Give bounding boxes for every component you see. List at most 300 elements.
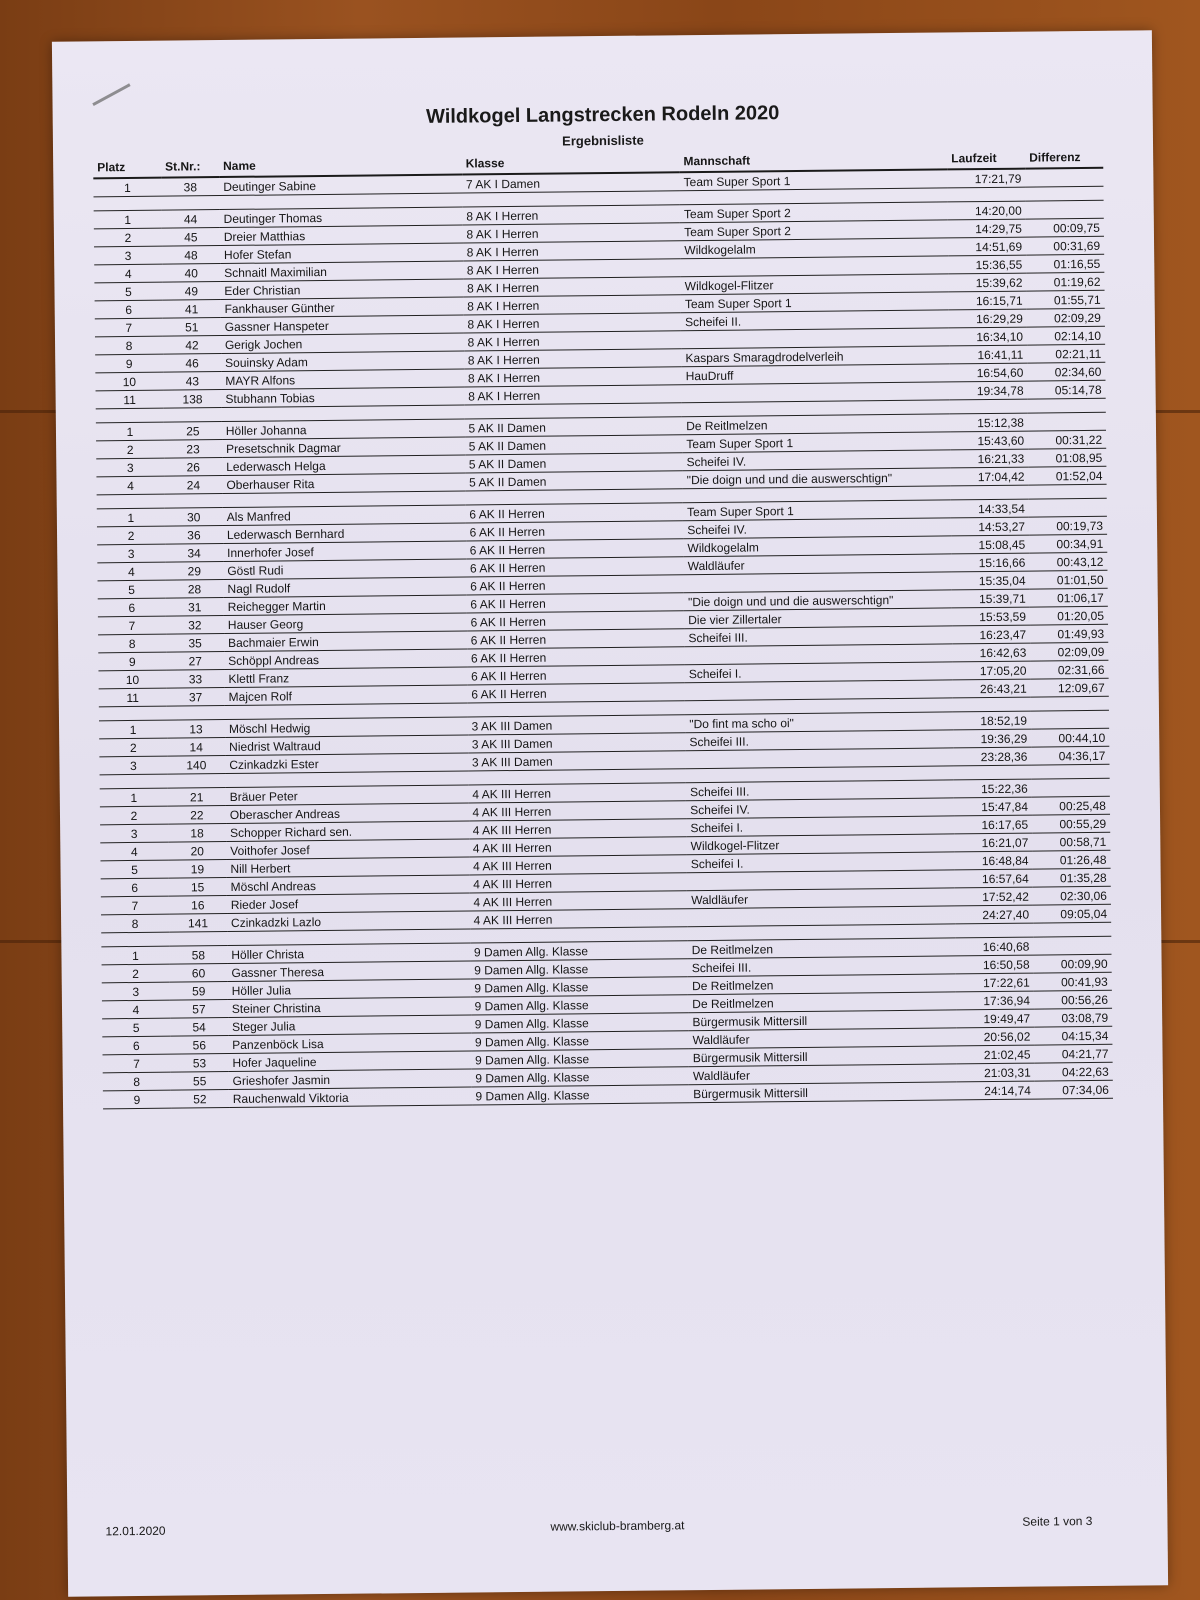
start-number-cell: 140 [167,756,225,775]
staple-mark [92,83,130,106]
start-number-cell: 38 [161,177,219,196]
class-cell: 9 Damen Allg. Klasse [470,977,688,997]
class-cell: 4 AK III Herren [469,855,687,875]
time-cell: 16:40,68 [955,937,1033,956]
time-cell: 14:53,27 [951,517,1029,536]
difference-cell: 01:01,50 [1030,570,1108,589]
class-cell: 8 AK I Herren [464,385,682,405]
class-cell: 6 AK II Herren [465,521,683,541]
difference-cell [1029,498,1107,517]
place-cell: 4 [100,842,168,861]
name-cell: Reichegger Martin [224,595,467,616]
time-cell: 15:12,38 [950,413,1028,432]
team-cell: "Die doign und und die auswerschtign" [684,590,952,611]
class-cell: 4 AK III Herren [469,891,687,911]
start-number-cell: 20 [168,842,226,861]
name-cell: Grieshofer Jasmin [229,1069,472,1090]
place-cell: 3 [99,756,167,775]
document-subtitle: Ergebnisliste [562,132,644,149]
team-cell: Scheifei IV. [683,518,951,539]
name-cell: Möschl Hedwig [225,717,468,738]
start-number-cell: 26 [164,458,222,477]
place-cell: 7 [101,896,169,915]
class-cell: 8 AK I Herren [463,331,681,351]
header-time: Laufzeit [947,148,1025,170]
name-cell: Höller Julia [228,979,471,1000]
difference-cell: 00:41,93 [1034,972,1112,991]
start-number-cell: 42 [163,336,221,355]
name-cell: Bräuer Peter [226,785,469,806]
start-number-cell: 49 [162,282,220,301]
place-cell: 3 [96,458,164,477]
class-cell: 3 AK III Damen [468,751,686,771]
time-cell: 20:56,02 [956,1027,1034,1046]
time-cell: 17:22,61 [956,973,1034,992]
place-cell: 4 [97,562,165,581]
name-cell: Bachmaier Erwin [224,631,467,652]
name-cell: Rieder Josef [227,893,470,914]
difference-cell: 05:14,78 [1028,380,1106,399]
place-cell: 1 [97,508,165,527]
class-cell: 8 AK I Herren [464,367,682,387]
class-cell: 9 Damen Allg. Klasse [470,941,688,961]
place-cell: 1 [101,946,169,965]
place-cell: 7 [102,1054,170,1073]
name-cell: Innerhofer Josef [223,541,466,562]
place-cell: 8 [101,914,169,933]
name-cell: Czinkadzki Lazlo [227,911,470,932]
class-cell: 6 AK II Herren [466,575,684,595]
time-cell: 16:41,11 [949,345,1027,364]
time-cell: 24:14,74 [957,1081,1035,1100]
class-cell: 9 Damen Allg. Klasse [471,1049,689,1069]
team-cell: Waldläufer [684,554,952,575]
place-cell: 5 [102,1018,170,1037]
time-cell: 16:50,58 [956,955,1034,974]
class-cell: 5 AK II Damen [464,417,682,437]
start-number-cell: 59 [170,982,228,1001]
name-cell: Schnaitl Maximilian [220,261,463,282]
name-cell: Majcen Rolf [225,685,468,706]
place-cell: 3 [102,982,170,1001]
class-cell: 9 Damen Allg. Klasse [471,1013,689,1033]
place-cell: 8 [95,336,163,355]
team-cell: "Die doign und und die auswerschtign" [683,468,951,489]
start-number-cell: 25 [164,422,222,441]
place-cell: 6 [98,598,166,617]
team-cell: Scheifei IV. [686,798,954,819]
difference-cell: 01:08,95 [1028,448,1106,467]
class-cell: 6 AK II Herren [467,683,685,703]
team-cell: Team Super Sport 1 [680,169,948,190]
difference-cell [1026,200,1104,219]
time-cell: 14:51,69 [948,237,1026,256]
difference-cell: 02:09,29 [1027,308,1105,327]
team-cell: Die vier Zillertaler [684,608,952,629]
place-cell: 2 [99,738,167,757]
difference-cell [1028,412,1106,431]
difference-cell: 01:19,62 [1026,272,1104,291]
place-cell: 11 [99,688,167,707]
time-cell: 17:05,20 [953,661,1031,680]
place-cell: 9 [98,652,166,671]
class-cell: 6 AK II Herren [466,539,684,559]
time-cell: 19:36,29 [953,729,1031,748]
name-cell: Rauchenwald Viktoria [229,1087,472,1108]
start-number-cell: 23 [164,440,222,459]
team-cell: Wildkogelalm [683,536,951,557]
difference-cell: 01:49,93 [1030,624,1108,643]
team-cell: Scheifei III. [684,626,952,647]
name-cell: Hauser Georg [224,613,467,634]
difference-cell: 02:21,11 [1027,344,1105,363]
time-cell: 17:52,42 [955,887,1033,906]
class-cell: 8 AK I Herren [462,205,680,225]
start-number-cell: 54 [170,1018,228,1037]
name-cell: Czinkadzki Ester [225,753,468,774]
place-cell: 7 [98,616,166,635]
time-cell: 16:57,64 [955,869,1033,888]
start-number-cell: 15 [169,878,227,897]
name-cell: Oberascher Andreas [226,803,469,824]
time-cell: 16:34,10 [949,327,1027,346]
difference-cell: 00:09,90 [1034,954,1112,973]
team-cell: Wildkogel-Flitzer [681,274,949,295]
class-cell: 6 AK II Herren [466,611,684,631]
difference-cell: 03:08,79 [1034,1008,1112,1027]
start-number-cell: 16 [169,896,227,915]
time-cell: 14:20,00 [948,201,1026,220]
time-cell: 15:16,66 [951,553,1029,572]
team-cell: Scheifei I. [686,816,954,837]
name-cell: Souinsky Adam [221,351,464,372]
start-number-cell: 46 [163,354,221,373]
time-cell: 16:17,65 [954,815,1032,834]
team-cell: Waldläufer [687,888,955,909]
place-cell: 3 [97,544,165,563]
name-cell: MAYR Alfons [221,369,464,390]
place-cell: 2 [96,440,164,459]
start-number-cell: 36 [165,526,223,545]
time-cell: 19:34,78 [950,381,1028,400]
start-number-cell: 138 [163,390,221,409]
team-cell: De Reitlmelzen [682,414,950,435]
time-cell: 16:54,60 [949,363,1027,382]
name-cell: Nagl Rudolf [223,577,466,598]
place-cell: 6 [101,878,169,897]
difference-cell: 02:31,66 [1030,660,1108,679]
start-number-cell: 48 [162,246,220,265]
team-cell: Team Super Sport 1 [681,292,949,313]
difference-cell: 12:09,67 [1031,678,1109,697]
time-cell: 16:21,07 [954,833,1032,852]
start-number-cell: 30 [165,508,223,527]
name-cell: Dreier Matthias [220,225,463,246]
name-cell: Deutinger Thomas [220,207,463,228]
document-title: Wildkogel Langstrecken Rodeln 2020 [425,102,780,128]
team-cell: Scheifei III. [686,780,954,801]
place-cell: 1 [99,720,167,739]
team-cell: HauDruff [682,364,950,385]
place-cell: 6 [95,300,163,319]
start-number-cell: 27 [166,652,224,671]
place-cell: 6 [102,1036,170,1055]
place-cell: 7 [95,318,163,337]
difference-cell [1032,778,1110,797]
class-cell: 5 AK II Damen [465,435,683,455]
name-cell: Steger Julia [228,1015,471,1036]
place-cell: 9 [95,354,163,373]
header-start-number: St.Nr.: [161,156,219,178]
difference-cell: 01:55,71 [1027,290,1105,309]
difference-cell: 04:21,77 [1034,1044,1112,1063]
difference-cell: 00:58,71 [1032,832,1110,851]
header-place: Platz [93,157,161,179]
time-cell: 15:36,55 [948,255,1026,274]
place-cell: 2 [100,806,168,825]
start-number-cell: 43 [163,372,221,391]
start-number-cell: 33 [166,670,224,689]
difference-cell: 01:26,48 [1032,850,1110,869]
class-cell: 6 AK II Herren [467,629,685,649]
team-cell: Team Super Sport 2 [680,220,948,241]
class-cell: 3 AK III Damen [468,733,686,753]
class-cell: 8 AK I Herren [463,295,681,315]
time-cell: 17:21,79 [947,169,1025,188]
name-cell: Presetschnik Dagmar [222,437,465,458]
difference-cell: 00:55,29 [1032,814,1110,833]
difference-cell: 00:09,75 [1026,218,1104,237]
difference-cell: 00:56,26 [1034,990,1112,1009]
place-cell: 4 [102,1000,170,1019]
class-cell: 3 AK III Damen [468,715,686,735]
place-cell: 8 [98,634,166,653]
start-number-cell: 40 [162,264,220,283]
class-cell: 6 AK II Herren [466,557,684,577]
difference-cell: 09:05,04 [1033,904,1111,923]
time-cell: 16:29,29 [949,309,1027,328]
place-cell: 4 [96,476,164,495]
place-cell: 9 [103,1090,171,1109]
difference-cell: 07:34,06 [1035,1080,1113,1099]
team-cell: Waldläufer [689,1028,957,1049]
class-cell: 6 AK II Herren [465,503,683,523]
difference-cell: 04:22,63 [1035,1062,1113,1081]
name-cell: Steiner Christina [228,997,471,1018]
time-cell: 14:29,75 [948,219,1026,238]
class-cell: 8 AK I Herren [463,259,681,279]
team-cell: Team Super Sport 2 [680,202,948,223]
name-cell: Gassner Theresa [227,961,470,982]
time-cell: 21:03,31 [957,1063,1035,1082]
class-cell: 6 AK II Herren [467,647,685,667]
team-cell: Scheifei III. [688,956,956,977]
time-cell: 16:15,71 [949,291,1027,310]
name-cell: Fankhauser Günther [220,297,463,318]
difference-cell: 01:16,55 [1026,254,1104,273]
place-cell: 1 [96,422,164,441]
time-cell: 15:43,60 [950,431,1028,450]
team-cell: Waldläufer [689,1064,957,1085]
difference-cell: 01:35,28 [1033,868,1111,887]
start-number-cell: 37 [167,688,225,707]
name-cell: Gerigk Jochen [221,333,464,354]
place-cell: 2 [97,526,165,545]
team-cell: Scheifei I. [687,852,955,873]
start-number-cell: 34 [165,544,223,563]
team-cell: Bürgermusik Mittersill [688,1010,956,1031]
header-name: Name [219,154,462,178]
time-cell: 24:27,40 [955,905,1033,924]
time-cell: 14:33,54 [951,499,1029,518]
start-number-cell: 22 [168,806,226,825]
name-cell: Hofer Stefan [220,243,463,264]
class-cell: 4 AK III Herren [469,819,687,839]
time-cell: 16:42,63 [952,643,1030,662]
place-cell: 10 [95,372,163,391]
difference-cell: 00:43,12 [1029,552,1107,571]
time-cell: 16:23,47 [952,625,1030,644]
difference-cell: 04:15,34 [1034,1026,1112,1045]
difference-cell: 01:20,05 [1030,606,1108,625]
name-cell: Lederwasch Helga [222,455,465,476]
place-cell: 4 [94,264,162,283]
time-cell: 15:39,71 [952,589,1030,608]
start-number-cell: 141 [169,914,227,933]
name-cell: Stubhann Tobias [221,387,464,408]
name-cell: Schopper Richard sen. [226,821,469,842]
difference-cell: 02:34,60 [1027,362,1105,381]
difference-cell: 01:06,17 [1030,588,1108,607]
place-cell: 5 [94,282,162,301]
difference-cell: 02:30,06 [1033,886,1111,905]
name-cell: Möschl Andreas [227,875,470,896]
time-cell: 17:36,94 [956,991,1034,1010]
name-cell: Eder Christian [220,279,463,300]
time-cell: 15:39,62 [948,273,1026,292]
team-cell: "Do fint ma scho oi" [685,712,953,733]
class-cell: 9 Damen Allg. Klasse [470,995,688,1015]
results-sheet [52,30,1168,1596]
name-cell: Höller Christa [227,943,470,964]
place-cell: 5 [98,580,166,599]
place-cell: 5 [100,860,168,879]
name-cell: Voithofer Josef [226,839,469,860]
class-cell: 8 AK I Herren [463,313,681,333]
class-cell: 4 AK III Herren [470,909,688,929]
header-class: Klasse [462,151,680,174]
start-number-cell: 45 [162,228,220,247]
start-number-cell: 19 [168,860,226,879]
time-cell: 15:22,36 [954,779,1032,798]
class-cell: 4 AK III Herren [469,837,687,857]
class-cell: 7 AK I Damen [462,172,680,193]
class-cell: 9 Damen Allg. Klasse [470,959,688,979]
difference-cell [1031,710,1109,729]
difference-cell [1033,936,1111,955]
name-cell: Niedrist Waltraud [225,735,468,756]
start-number-cell: 35 [166,634,224,653]
difference-cell: 04:36,17 [1031,746,1109,765]
results-body [93,168,1113,1109]
header-team: Mannschaft [679,148,947,172]
class-cell: 9 Damen Allg. Klasse [471,1085,689,1105]
start-number-cell: 55 [171,1072,229,1091]
start-number-cell: 24 [164,476,222,495]
place-cell: 11 [96,390,164,409]
difference-cell: 00:34,91 [1029,534,1107,553]
class-cell: 6 AK II Herren [466,593,684,613]
footer-page-number: Seite 1 von 3 [1022,1513,1093,1529]
class-cell: 8 AK I Herren [463,277,681,297]
time-cell: 15:47,84 [954,797,1032,816]
team-cell: De Reitlmelzen [688,974,956,995]
name-cell: Nill Herbert [226,857,469,878]
name-cell: Göstl Rudi [223,559,466,580]
place-cell: 1 [94,210,162,229]
name-cell: Hofer Jaqueline [228,1051,471,1072]
team-cell: Scheifei III. [685,730,953,751]
start-number-cell: 21 [168,788,226,807]
time-cell: 15:08,45 [951,535,1029,554]
start-number-cell: 51 [163,318,221,337]
class-cell: 8 AK I Herren [463,241,681,261]
name-cell: Oberhauser Rita [222,473,465,494]
team-cell: De Reitlmelzen [688,992,956,1013]
class-cell: 5 AK II Damen [465,453,683,473]
results-table [93,147,1113,1110]
team-cell: Bürgermusik Mittersill [689,1082,957,1103]
start-number-cell: 41 [163,300,221,319]
class-cell: 4 AK III Herren [469,873,687,893]
difference-cell: 00:31,22 [1028,430,1106,449]
start-number-cell: 14 [167,738,225,757]
name-cell: Schöppl Andreas [224,649,467,670]
time-cell: 17:04,42 [950,467,1028,486]
difference-cell: 00:25,48 [1032,796,1110,815]
team-cell: Wildkogelalm [680,238,948,259]
difference-cell: 00:19,73 [1029,516,1107,535]
name-cell: Klettl Franz [224,667,467,688]
start-number-cell: 57 [170,1000,228,1019]
start-number-cell: 60 [169,964,227,983]
class-cell: 9 Damen Allg. Klasse [471,1031,689,1051]
class-cell: 5 AK II Damen [465,471,683,491]
class-cell: 4 AK III Herren [468,801,686,821]
time-cell: 16:21,33 [950,449,1028,468]
class-cell: 9 Damen Allg. Klasse [471,1067,689,1087]
start-number-cell: 32 [166,616,224,635]
difference-cell: 00:44,10 [1031,728,1109,747]
place-cell: 3 [94,246,162,265]
place-cell: 3 [100,824,168,843]
team-cell: Kaspars Smaragdrodelverleih [681,346,949,367]
team-cell: Bürgermusik Mittersill [689,1046,957,1067]
class-cell: 4 AK III Herren [468,783,686,803]
name-cell: Deutinger Sabine [219,175,462,196]
difference-cell: 02:09,09 [1030,642,1108,661]
name-cell: Höller Johanna [222,419,465,440]
footer-url: www.skiclub-bramberg.at [550,1518,685,1534]
footer-date: 12.01.2020 [105,1523,166,1539]
class-cell: 6 AK II Herren [467,665,685,685]
time-cell: 16:48,84 [955,851,1033,870]
team-cell: Scheifei II. [681,310,949,331]
name-cell: Lederwasch Bernhard [223,523,466,544]
place-cell: 1 [100,788,168,807]
name-cell: Panzenböck Lisa [228,1033,471,1054]
class-cell: 8 AK I Herren [462,223,680,243]
